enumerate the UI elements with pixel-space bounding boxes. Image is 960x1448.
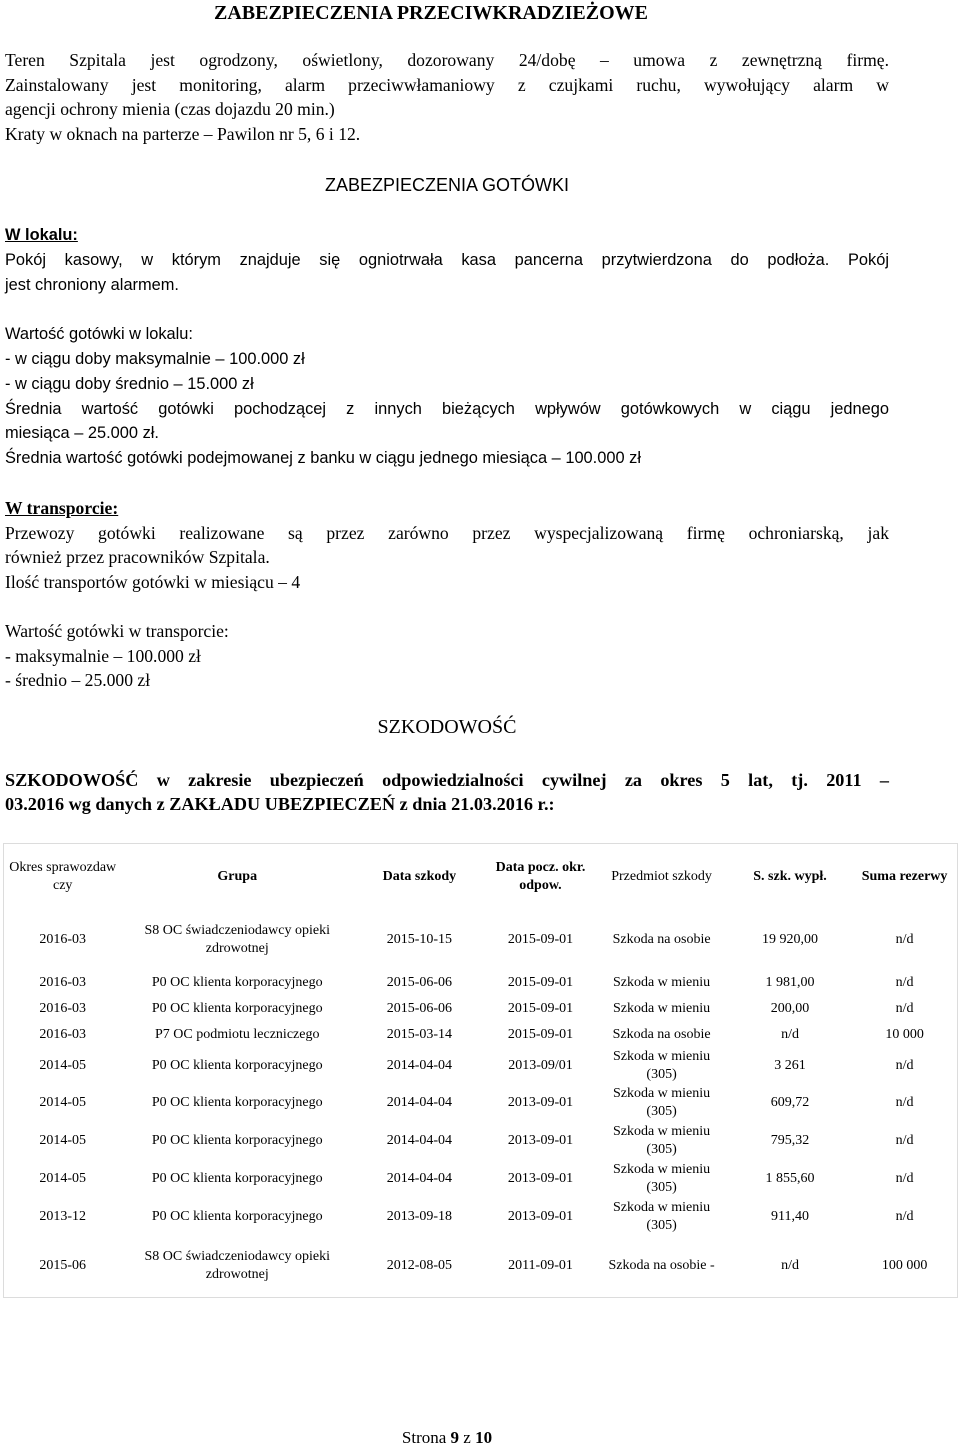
cell-period-start: 2013-09-01 — [507, 1132, 574, 1148]
table-row — [4, 1236, 958, 1298]
cell-loss-date: 2014-04-04 — [386, 1057, 453, 1073]
cell-group: P0 OC klienta korporacyjnego — [151, 1000, 323, 1016]
table-row — [4, 1084, 958, 1122]
col-header-loss-date-text: Data szkody — [382, 868, 457, 884]
transport-max: - maksymalnie – 100.000 zł — [5, 646, 201, 666]
antitheft-line3: agencji ochrony mienia (czas dojazdu 20 min.) — [5, 99, 335, 119]
cell-group: S8 OC świadczeniodawcy opieki zdrowotnej — [144, 1249, 330, 1283]
cell-reserve: n/d — [895, 1057, 914, 1073]
table-row — [4, 970, 958, 996]
col-header-loss-date — [353, 844, 486, 910]
table-row — [4, 1198, 958, 1236]
cell-reserve: n/d — [895, 1094, 914, 1110]
cell-paid: 911,40 — [771, 1208, 810, 1224]
cell-period-start: 2015-09-01 — [507, 1026, 574, 1042]
daily-max: - w ciągu doby maksymalnie – 100.000 zł — [5, 350, 305, 368]
cell-reserve: 100 000 — [881, 1258, 928, 1274]
cell-subject: Szkoda w mieniu (305) — [612, 1048, 711, 1082]
transport-count: Ilość transportów gotówki w miesiącu – 4 — [5, 572, 301, 592]
cell-period-start: 2013-09-01 — [507, 1208, 574, 1224]
cell-subject: Szkoda w mieniu (305) — [612, 1199, 711, 1233]
table-row — [4, 1122, 958, 1160]
transport-label-text: W transporcie: — [5, 498, 119, 518]
cash-title: ZABEZPIECZENIA GOTÓWKI — [324, 175, 570, 195]
cell-group: P0 OC klienta korporacyjnego — [151, 1094, 323, 1110]
cell-group: P0 OC klienta korporacyjnego — [151, 1208, 323, 1224]
cell-paid: 609,72 — [770, 1094, 810, 1110]
cell-period-start: 2013-09-01 — [507, 1170, 574, 1186]
other-line2: miesiąca – 25.000 zł. — [5, 424, 159, 442]
page-sep: z — [463, 1428, 471, 1447]
cell-loss-date: 2015-06-06 — [386, 1000, 453, 1016]
cell-period-start: 2013-09-01 — [507, 1094, 574, 1110]
value-label: Wartość gotówki w lokalu: — [5, 325, 193, 343]
page-total: 10 — [475, 1428, 493, 1447]
cell-subject: Szkoda w mieniu (305) — [612, 1161, 711, 1195]
antitheft-line1: Teren Szpitala jest ogrodzony, oświetlony, dozorowany 24/dobę – umowa z zewnętrzną firmę. — [5, 50, 889, 70]
cell-paid: n/d — [781, 1026, 799, 1042]
col-header-group-text: Grupa — [217, 868, 258, 884]
col-header-period-text: Okres sprawozdaw czy — [9, 859, 117, 893]
cell-paid: 1 981,00 — [765, 974, 815, 990]
cell-subject: Szkoda na osobie — [612, 931, 711, 947]
col-header-period-start-text: Data pocz. okr. odpow. — [495, 859, 586, 893]
cell-paid: 1 855,60 — [765, 1170, 815, 1186]
cell-period: 2016-03 — [39, 1026, 87, 1042]
cell-period: 2014-05 — [39, 1170, 87, 1186]
cell-loss-date: 2012-08-05 — [386, 1258, 453, 1274]
table-row — [4, 1160, 958, 1198]
cell-loss-date: 2014-04-04 — [386, 1094, 453, 1110]
cell-reserve: n/d — [895, 1132, 914, 1148]
transport-value-label: Wartość gotówki w transporcie: — [5, 621, 229, 641]
cell-reserve: 10 000 — [885, 1026, 924, 1042]
cell-reserve: n/d — [895, 931, 914, 947]
cell-period: 2015-06 — [39, 1258, 87, 1274]
cell-subject: Szkoda na osobie - — [608, 1258, 715, 1274]
col-header-period — [4, 844, 122, 910]
losses-subtitle-line2: 03.2016 wg danych z ZAKŁADU UBEZPIECZEŃ z dnia 21.03.2016 r.: — [5, 794, 555, 814]
cell-subject: Szkoda w mieniu — [612, 974, 711, 990]
cell-group: P0 OC klienta korporacyjnego — [151, 1132, 323, 1148]
col-header-group — [121, 844, 353, 910]
onsite-label — [5, 223, 889, 248]
transport-line1: Przewozy gotówki realizowane są przez zarówno przez wyspecjalizowaną firmę ochroniarską, jak — [5, 523, 889, 543]
cell-period: 2016-03 — [39, 1000, 87, 1016]
cell-reserve: n/d — [895, 1208, 914, 1224]
table-row — [4, 1048, 958, 1084]
cell-reserve: n/d — [895, 974, 914, 990]
daily-avg: - w ciągu doby średnio – 15.000 zł — [5, 375, 254, 393]
col-header-subject-text: Przedmiot szkody — [611, 868, 712, 884]
cell-paid: 200,00 — [770, 1000, 810, 1016]
cell-reserve: n/d — [895, 1170, 914, 1186]
cell-subject: Szkoda w mieniu (305) — [612, 1085, 711, 1119]
antitheft-title: ZABEZPIECZENIA PRZECIWKRADZIEŻOWE — [214, 2, 648, 24]
cell-period-start: 2015-09-01 — [507, 931, 574, 947]
antitheft-line2: Zainstalowany jest monitoring, alarm przeciwwłamaniowy z czujkami ruchu, wywołujący alarm w — [5, 75, 889, 95]
cell-paid: 3 261 — [774, 1057, 806, 1073]
page-current: 9 — [450, 1428, 460, 1447]
cell-period-start: 2015-09-01 — [507, 974, 574, 990]
table-row — [4, 996, 958, 1022]
cell-period-start: 2015-09-01 — [507, 1000, 574, 1016]
col-header-period-start — [486, 844, 596, 910]
cell-loss-date: 2013-09-18 — [386, 1208, 453, 1224]
cell-period: 2014-05 — [39, 1094, 87, 1110]
cell-group: P0 OC klienta korporacyjnego — [151, 1170, 323, 1186]
cell-subject: Szkoda na osobie — [612, 1026, 711, 1042]
bank-line: Średnia wartość gotówki podejmowanej z banku w ciągu jednego miesiąca – 100.000 zł — [5, 449, 641, 467]
cell-reserve: n/d — [895, 1000, 914, 1016]
cell-period: 2014-05 — [39, 1057, 87, 1073]
transport-avg: - średnio – 25.000 zł — [5, 670, 151, 690]
other-line1: Średnia wartość gotówki pochodzącej z innych bieżących wpływów gotówkowych w ciągu jednego — [5, 400, 889, 418]
onsite-line1: Pokój kasowy, w którym znajduje się ogniotrwała kasa pancerna przytwierdzona do podłoża. Pokój — [5, 251, 889, 269]
cell-group: S8 OC świadczeniodawcy opieki zdrowotnej — [144, 922, 330, 956]
page-footer — [0, 1428, 894, 1448]
cell-loss-date: 2015-10-15 — [386, 931, 453, 947]
page-prefix: Strona — [401, 1428, 447, 1447]
losses-title: SZKODOWOŚĆ — [377, 716, 517, 738]
cell-loss-date: 2014-04-04 — [386, 1170, 453, 1186]
losses-table — [3, 843, 958, 1298]
losses-subtitle-line1: SZKODOWOŚĆ w zakresie ubezpieczeń odpowiedzialności cywilnej za okres 5 lat, tj. 2011 – — [5, 770, 889, 790]
transport-label — [5, 496, 889, 521]
col-header-reserve-text: Suma rezerwy — [861, 868, 948, 884]
cell-group: P0 OC klienta korporacyjnego — [151, 974, 323, 990]
cell-period-start: 2013-09/01 — [508, 1057, 573, 1073]
table-header-row — [4, 844, 958, 910]
cell-group: P7 OC podmiotu leczniczego — [155, 1026, 320, 1042]
col-header-paid — [728, 844, 852, 910]
col-header-subject — [595, 844, 728, 910]
table-row — [4, 910, 958, 970]
col-header-paid-text: S. szk. wypł. — [753, 868, 827, 884]
cell-subject: Szkoda w mieniu (305) — [612, 1123, 711, 1157]
cell-loss-date: 2014-04-04 — [386, 1132, 453, 1148]
onsite-line2: jest chroniony alarmem. — [5, 276, 179, 294]
cell-period: 2016-03 — [39, 931, 87, 947]
col-header-reserve — [852, 844, 957, 910]
cell-period: 2016-03 — [39, 974, 87, 990]
cell-period-start: 2011-09-01 — [508, 1258, 573, 1274]
cell-paid: 19 920,00 — [762, 931, 819, 947]
cell-group: P0 OC klienta korporacyjnego — [151, 1057, 323, 1073]
cell-period: 2013-12 — [39, 1208, 87, 1224]
cell-loss-date: 2015-03-14 — [386, 1026, 453, 1042]
cell-subject: Szkoda w mieniu — [612, 1000, 711, 1016]
cell-loss-date: 2015-06-06 — [386, 974, 453, 990]
cell-period: 2014-05 — [39, 1132, 87, 1148]
cell-paid: n/d — [781, 1258, 799, 1274]
onsite-label-text: W lokalu: — [5, 226, 78, 244]
table-row — [4, 1022, 958, 1048]
cell-paid: 795,32 — [770, 1132, 810, 1148]
antitheft-line4: Kraty w oknach na parterze – Pawilon nr 5, 6 i 12. — [5, 124, 361, 144]
transport-line2: również przez pracowników Szpitala. — [5, 547, 270, 567]
